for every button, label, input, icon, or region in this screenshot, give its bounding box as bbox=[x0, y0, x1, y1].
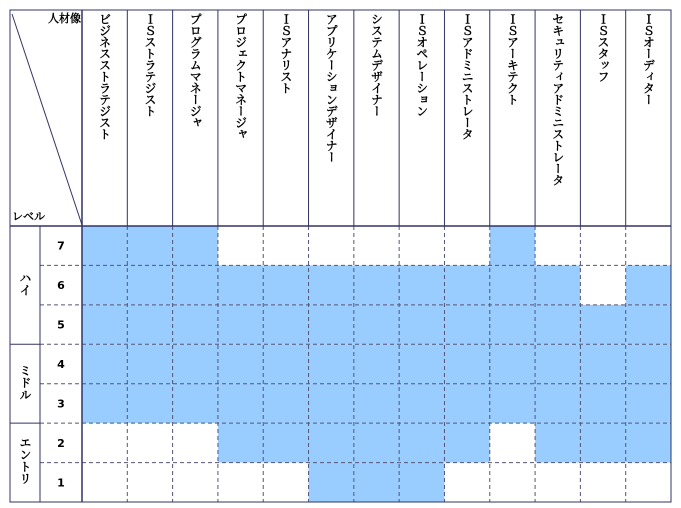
coverage-cell bbox=[173, 265, 218, 304]
coverage-cell bbox=[626, 463, 671, 502]
coverage-cell bbox=[535, 265, 580, 304]
coverage-cell bbox=[490, 344, 535, 383]
coverage-cell bbox=[173, 226, 218, 265]
coverage-cell bbox=[626, 226, 671, 265]
coverage-cell bbox=[263, 226, 308, 265]
role-header: ＩＳオペレーション bbox=[414, 13, 429, 117]
coverage-cell bbox=[444, 344, 489, 383]
coverage-cell bbox=[82, 226, 127, 265]
coverage-cell bbox=[82, 384, 127, 423]
coverage-cell bbox=[354, 344, 399, 383]
coverage-cell bbox=[173, 423, 218, 462]
coverage-cell bbox=[626, 344, 671, 383]
coverage-cell bbox=[490, 265, 535, 304]
role-header: アプリケーションデザイナー bbox=[324, 13, 339, 163]
coverage-cell bbox=[173, 344, 218, 383]
coverage-cell bbox=[173, 463, 218, 502]
coverage-cell bbox=[309, 305, 354, 344]
coverage-cell bbox=[263, 463, 308, 502]
role-header: ＩＳストラテジスト bbox=[142, 13, 157, 117]
coverage-cell bbox=[127, 463, 172, 502]
coverage-cell bbox=[580, 384, 625, 423]
level-number: 7 bbox=[57, 239, 65, 253]
coverage-cell bbox=[218, 226, 263, 265]
coverage-cell bbox=[263, 265, 308, 304]
role-header: ＩＳアドミニストレータ bbox=[460, 13, 475, 140]
role-header: ＩＳアーキテクト bbox=[505, 13, 520, 105]
coverage-cell bbox=[82, 463, 127, 502]
coverage-cell bbox=[535, 463, 580, 502]
role-header: プログラムマネージャ bbox=[188, 13, 203, 128]
coverage-cell bbox=[399, 226, 444, 265]
coverage-cell bbox=[173, 384, 218, 423]
coverage-cell bbox=[626, 305, 671, 344]
coverage-cell bbox=[444, 384, 489, 423]
level-number: 3 bbox=[57, 397, 65, 411]
coverage-cell bbox=[535, 305, 580, 344]
coverage-cell bbox=[490, 463, 535, 502]
coverage-cell bbox=[263, 384, 308, 423]
coverage-cell bbox=[399, 463, 444, 502]
coverage-cell bbox=[127, 423, 172, 462]
coverage-cell bbox=[218, 463, 263, 502]
level-number: 2 bbox=[57, 436, 65, 450]
coverage-cell bbox=[127, 344, 172, 383]
corner-top-label: 人材像 bbox=[48, 12, 81, 25]
coverage-cell bbox=[580, 226, 625, 265]
coverage-cells bbox=[82, 226, 671, 502]
coverage-cell bbox=[218, 265, 263, 304]
coverage-cell bbox=[399, 265, 444, 304]
coverage-cell bbox=[127, 226, 172, 265]
level-group-label: ハイ bbox=[18, 272, 32, 297]
coverage-cell bbox=[444, 305, 489, 344]
level-group-label: ミドル bbox=[18, 364, 32, 401]
coverage-cell bbox=[626, 423, 671, 462]
coverage-cell bbox=[444, 265, 489, 304]
corner-bottom-label: レベル bbox=[12, 210, 45, 223]
coverage-cell bbox=[354, 305, 399, 344]
role-header: プロジェクトマネージャ bbox=[233, 13, 248, 140]
coverage-cell bbox=[354, 226, 399, 265]
coverage-cell bbox=[490, 305, 535, 344]
coverage-cell bbox=[490, 384, 535, 423]
coverage-cell bbox=[354, 384, 399, 423]
coverage-cell bbox=[626, 265, 671, 304]
coverage-cell bbox=[82, 265, 127, 304]
coverage-cell bbox=[399, 384, 444, 423]
coverage-cell bbox=[399, 305, 444, 344]
coverage-cell bbox=[399, 344, 444, 383]
coverage-cell bbox=[535, 384, 580, 423]
coverage-cell bbox=[490, 423, 535, 462]
coverage-cell bbox=[535, 423, 580, 462]
coverage-cell bbox=[309, 344, 354, 383]
role-header: ＩＳオーディター bbox=[641, 13, 656, 105]
coverage-cell bbox=[82, 344, 127, 383]
coverage-cell bbox=[127, 305, 172, 344]
coverage-cell bbox=[580, 463, 625, 502]
role-header: セキュリティアドミニストレータ bbox=[550, 13, 565, 186]
coverage-cell bbox=[309, 384, 354, 423]
coverage-cell bbox=[444, 423, 489, 462]
level-group-label: エントリ bbox=[18, 436, 32, 485]
coverage-cell bbox=[309, 265, 354, 304]
coverage-cell bbox=[218, 423, 263, 462]
role-header: ＩＳアナリスト bbox=[278, 13, 293, 94]
coverage-cell bbox=[354, 463, 399, 502]
coverage-cell bbox=[535, 344, 580, 383]
coverage-cell bbox=[490, 226, 535, 265]
level-labels bbox=[18, 240, 65, 490]
coverage-cell bbox=[580, 305, 625, 344]
coverage-cell bbox=[218, 305, 263, 344]
coverage-cell bbox=[263, 305, 308, 344]
coverage-cell bbox=[309, 226, 354, 265]
role-header: ビジネスストラテジスト bbox=[97, 13, 112, 140]
coverage-cell bbox=[354, 265, 399, 304]
coverage-cell bbox=[444, 226, 489, 265]
role-header: システムデザイナー bbox=[369, 13, 384, 117]
corner-diagonal bbox=[12, 14, 82, 225]
level-number: 1 bbox=[57, 476, 65, 490]
coverage-cell bbox=[218, 384, 263, 423]
coverage-cell bbox=[82, 423, 127, 462]
coverage-cell bbox=[127, 265, 172, 304]
coverage-cell bbox=[626, 384, 671, 423]
level-number: 4 bbox=[57, 358, 65, 371]
level-number: 6 bbox=[57, 279, 65, 293]
coverage-cell bbox=[82, 305, 127, 344]
coverage-cell bbox=[580, 265, 625, 304]
role-headers bbox=[98, 13, 656, 186]
coverage-cell bbox=[309, 423, 354, 462]
role-header: ＩＳスタッフ bbox=[596, 13, 611, 82]
coverage-cell bbox=[263, 344, 308, 383]
coverage-cell bbox=[535, 226, 580, 265]
coverage-cell bbox=[580, 344, 625, 383]
coverage-cell bbox=[218, 344, 263, 383]
coverage-cell bbox=[127, 384, 172, 423]
coverage-cell bbox=[580, 423, 625, 462]
coverage-cell bbox=[399, 423, 444, 462]
coverage-cell bbox=[309, 463, 354, 502]
level-number: 5 bbox=[57, 318, 65, 332]
coverage-cell bbox=[354, 423, 399, 462]
coverage-cell bbox=[444, 463, 489, 502]
coverage-cell bbox=[263, 423, 308, 462]
coverage-cell bbox=[173, 305, 218, 344]
